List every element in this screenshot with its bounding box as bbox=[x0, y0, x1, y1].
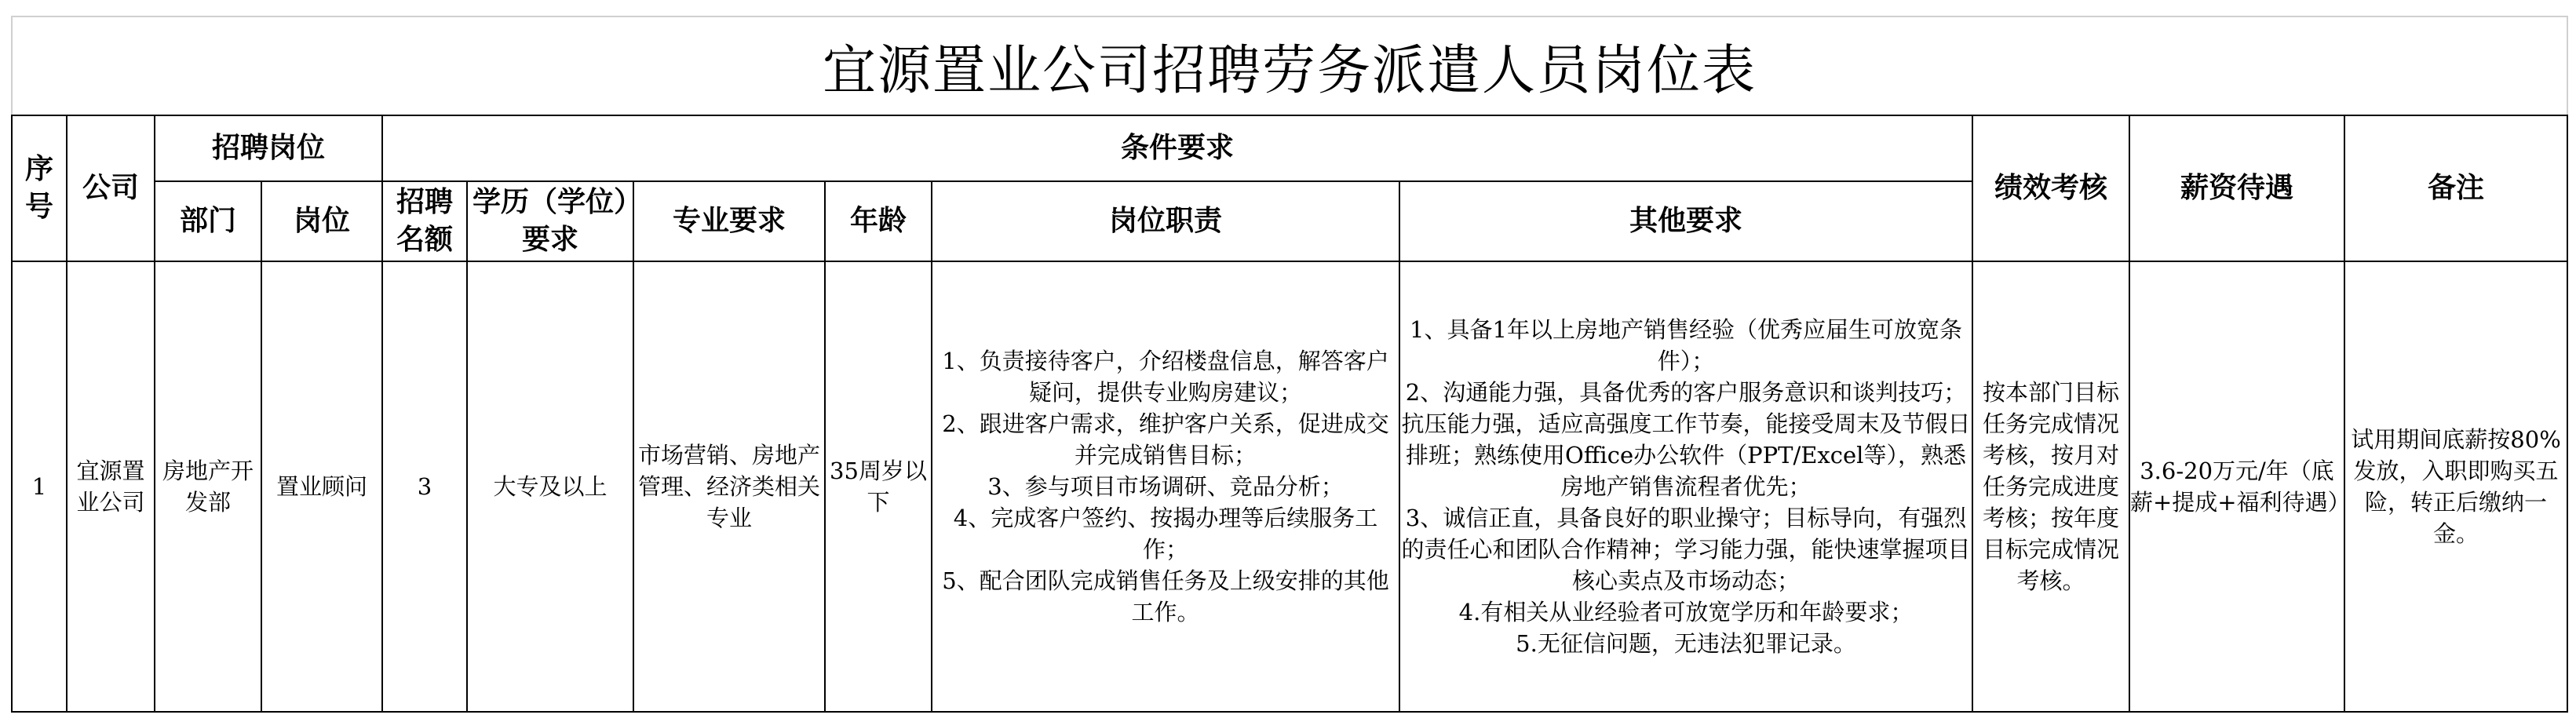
header-recruit-position: 招聘岗位 bbox=[155, 115, 382, 181]
header-seq: 序号 bbox=[12, 115, 67, 261]
recruitment-table bbox=[11, 16, 2568, 713]
header-department: 部门 bbox=[155, 181, 261, 261]
header-requirements: 条件要求 bbox=[382, 115, 1972, 181]
cell-other: 1、具备1年以上房地产销售经验（优秀应届生可放宽条件）； 2、沟通能力强，具备优秀的客户服务意识和谈判技巧；抗压能力强，适应高强度工作节奏，能接受周末及节假日排班；熟练使用Office办公软件（PPT/Excel等），熟悉房地产销售流程者优先； 3、诚信正直，具备良好的职业操守；目标导向，有强烈的责任心和团队合作精神；学习能力强，能快速掌握项目核心卖点及市场动态； 4.有相关从业经验者可放宽学历和年龄要求； 5.无征信问题，无违法犯罪记录。 bbox=[1399, 261, 1972, 712]
cell-performance: 按本部门目标任务完成情况考核，按月对任务完成进度考核；按年度目标完成情况考核。 bbox=[1972, 261, 2129, 712]
header-education: 学历（学位）要求 bbox=[467, 181, 633, 261]
page-title: 宜源置业公司招聘劳务派遣人员岗位表 bbox=[12, 16, 2567, 115]
cell-position: 置业顾问 bbox=[261, 261, 382, 712]
table-row bbox=[12, 261, 2567, 712]
header-company: 公司 bbox=[67, 115, 155, 261]
header-quota: 招聘名额 bbox=[382, 181, 467, 261]
cell-duties: 1、负责接待客户，介绍楼盘信息，解答客户疑问，提供专业购房建议； 2、跟进客户需求，维护客户关系，促进成交并完成销售目标； 3、参与项目市场调研、竞品分析； 4、完成客户签约、按揭办理等后续服务工作； 5、配合团队完成销售任务及上级安排的其他工作。 bbox=[932, 261, 1399, 712]
header-notes: 备注 bbox=[2344, 115, 2567, 261]
header-position: 岗位 bbox=[261, 181, 382, 261]
cell-quota: 3 bbox=[382, 261, 467, 712]
cell-company: 宜源置业公司 bbox=[67, 261, 155, 712]
header-row-top bbox=[12, 115, 2567, 181]
title-row bbox=[12, 16, 2567, 115]
cell-major: 市场营销、房地产管理、经济类相关专业 bbox=[633, 261, 825, 712]
header-age: 年龄 bbox=[825, 181, 932, 261]
cell-seq: 1 bbox=[12, 261, 67, 712]
cell-age: 35周岁以下 bbox=[825, 261, 932, 712]
cell-salary: 3.6-20万元/年（底薪+提成+福利待遇） bbox=[2129, 261, 2344, 712]
cell-notes: 试用期间底薪按80%发放，入职即购买五险，转正后缴纳一金。 bbox=[2344, 261, 2567, 712]
header-salary: 薪资待遇 bbox=[2129, 115, 2344, 261]
header-other: 其他要求 bbox=[1399, 181, 1972, 261]
header-major: 专业要求 bbox=[633, 181, 825, 261]
cell-department: 房地产开发部 bbox=[155, 261, 261, 712]
cell-education: 大专及以上 bbox=[467, 261, 633, 712]
header-duties: 岗位职责 bbox=[932, 181, 1399, 261]
header-performance: 绩效考核 bbox=[1972, 115, 2129, 261]
